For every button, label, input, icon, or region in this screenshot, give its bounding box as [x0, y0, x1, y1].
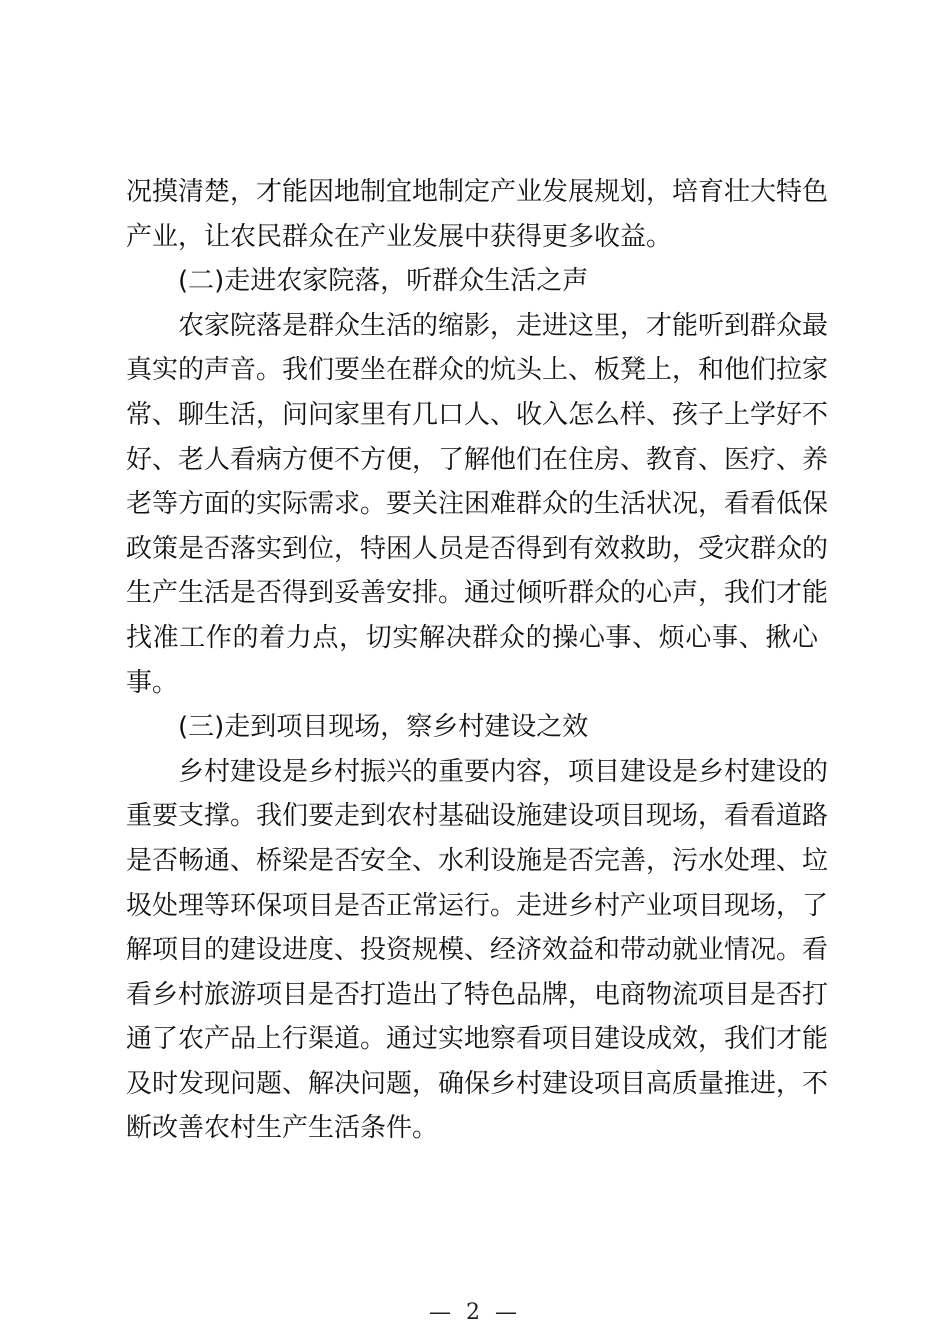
text-line: 及时发现问题、解决问题，确保乡村建设项目高质量推进，不: [126, 1068, 829, 1099]
text-line: 通了农产品上行渠道。通过实地察看项目建设成效，我们才能: [126, 1024, 829, 1055]
text-line: 事。: [126, 667, 179, 698]
document-body: [126, 170, 829, 1151]
text-line: 重要支撑。我们要走到农村基础设施建设项目现场，看看道路: [126, 801, 829, 832]
text-line: 生产生活是否得到妥善安排。通过倾听群众的心声，我们才能: [126, 578, 829, 609]
text-line: 解项目的建设进度、投资规模、经济效益和带动就业情况。看: [126, 935, 829, 966]
page-number: — 2 —: [429, 1300, 521, 1325]
text-line: 况摸清楚，才能因地制宜地制定产业发展规划，培育壮大特色: [126, 177, 829, 207]
text-line: 老等方面的实际需求。要关注困难群众的生活状况，看看低保: [126, 489, 829, 520]
text-line: (二)走进农家院落，听群众生活之声: [178, 266, 589, 297]
text-line: 农家院落是群众生活的缩影，走进这里，才能听到群众最: [178, 310, 829, 341]
text-line: 圾处理等环保项目是否正常运行。走进乡村产业项目现场，了: [126, 890, 829, 921]
text-line: 找准工作的着力点，切实解决群众的操心事、烦心事、揪心: [126, 622, 818, 653]
text-line: 是否畅通、桥梁是否安全、水利设施是否完善，污水处理、垃: [126, 845, 829, 876]
text-line: 好、老人看病方便不方便，了解他们在住房、教育、医疗、养: [126, 444, 829, 475]
text-line: 产业，让农民群众在产业发展中获得更多收益。: [126, 221, 673, 252]
text-line: 看乡村旅游项目是否打造出了特色品牌，电商物流项目是否打: [126, 979, 829, 1010]
text-line: 政策是否落实到位，特困人员是否得到有效救助，受灾群众的: [126, 533, 829, 564]
text-line: (三)走到项目现场，察乡村建设之效: [178, 712, 589, 743]
text-line: 断改善农村生产生活条件。: [126, 1113, 439, 1144]
text-line: 真实的声音。我们要坐在群众的炕头上、板凳上，和他们拉家: [126, 355, 829, 386]
text-line: 常、聊生活，问问家里有几口人、收入怎么样、孩子上学好不: [126, 399, 829, 430]
text-line: 乡村建设是乡村振兴的重要内容，项目建设是乡村建设的: [178, 756, 829, 787]
